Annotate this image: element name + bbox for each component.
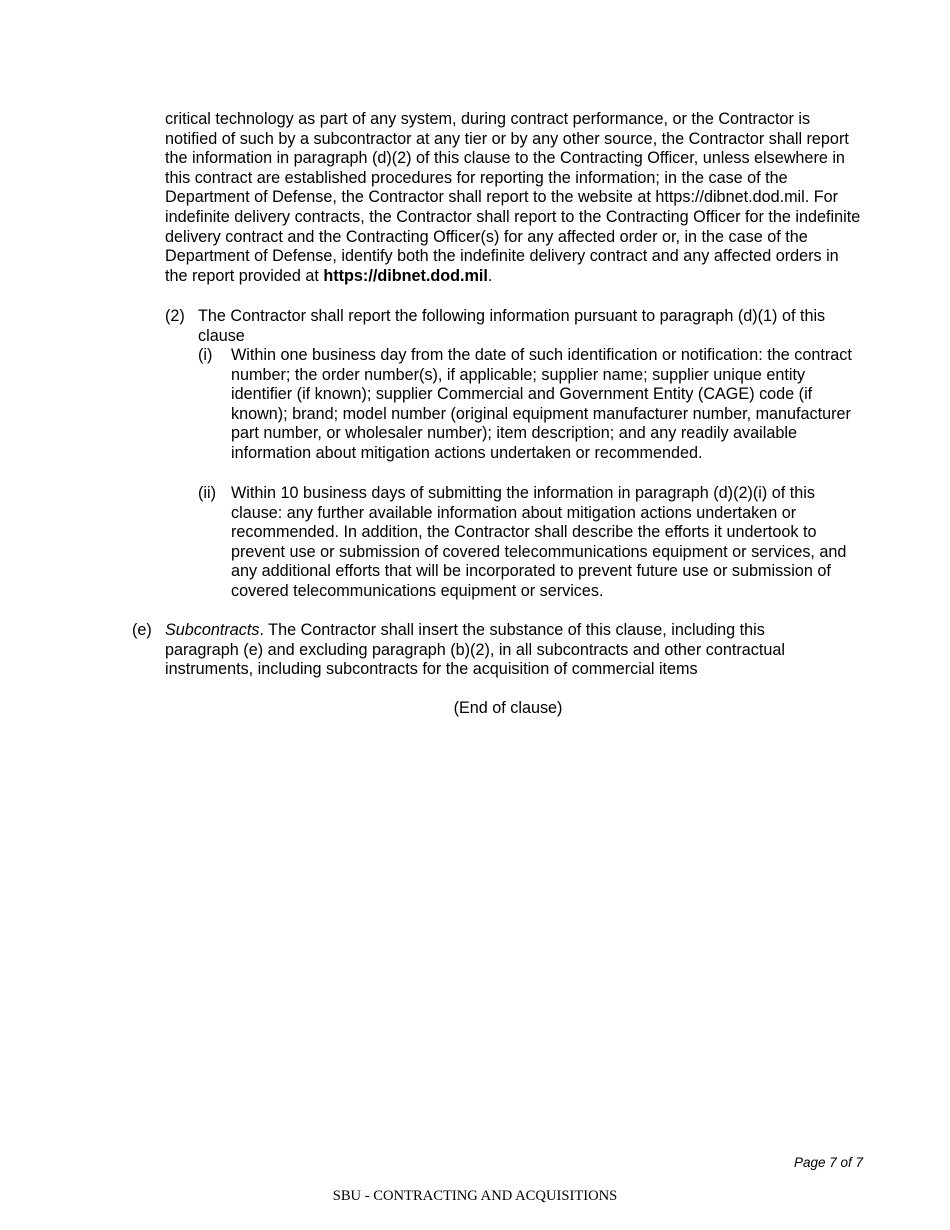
continuation-text: critical technology as part of any system, during contract performance, or the Contractor is notified of such by a subcontractor at any tier or by any other source, the Contractor shall report the information in paragraph (d)(2) of this clause to the Contracting Officer, unless elsewhere in this contract are established procedures for reporting the information; in the case of the Department of Defense, the Contractor shall report to the website at https://dibnet.dod.mil. For indefinite delivery contracts, the Contractor shall report to the Contracting Officer for the indefinite delivery contract and the Contracting Officer(s) for any affected order or, in the case of the Department of Defense, identify both the indefinite delivery contract and any affected orders in the report provided at [165, 110, 861, 285]
item-e-label: (e) [132, 621, 152, 639]
item-2-ii-text: Within 10 business days of submitting the information in paragraph (d)(2)(i) of this clause: any further available information about mitigation actions undertaken or recommended. In addition, the Contractor shall describe the efforts it undertook to prevent use or submission of covered telecommunications equipment or services, and any additional efforts that will be incorporated to prevent future use or submission of covered telecommunications equipment or services. [231, 484, 847, 600]
dibnet-link[interactable]: https://dibnet.dod.mil [323, 266, 488, 285]
continuation-tail: . [487, 266, 493, 285]
continuation-paragraph [165, 110, 865, 286]
item-e-heading: Subcontracts [165, 621, 260, 639]
item-e-text: . The Contractor shall insert the substance of this clause, including this paragraph (e) and excluding paragraph (b)(2), in all subcontracts and other contractual instruments, including subcontracts for the acquisition of commercial items [165, 621, 785, 679]
footer-classification: SBU - CONTRACTING AND ACQUISITIONS [332, 1188, 618, 1204]
end-of-clause: (End of clause) [453, 699, 563, 717]
item-2-i-label: (i) [198, 346, 213, 364]
item-2-ii [198, 484, 865, 602]
page-number: Page 7 of 7 [793, 1155, 863, 1170]
item-2-i-text: Within one business day from the date of such identification or notification: the contract number; the order number(s), if applicable; supplier name; supplier unique entity identifier (if known); supplier Commercial and Government Entity (CAGE) code (if known); brand; model number (original equipment manufacturer number, manufacturer part number, or wholesaler number); item description; and any readily available information about mitigation actions undertaken or recommended. [231, 346, 852, 462]
item-2-label: (2) [165, 307, 185, 325]
item-e [132, 621, 822, 680]
item-2 [165, 307, 865, 346]
item-2-ii-label: (ii) [198, 484, 216, 502]
item-2-text: The Contractor shall report the following information pursuant to paragraph (d)(1) of this clause [198, 307, 826, 345]
item-2-i [198, 346, 865, 464]
